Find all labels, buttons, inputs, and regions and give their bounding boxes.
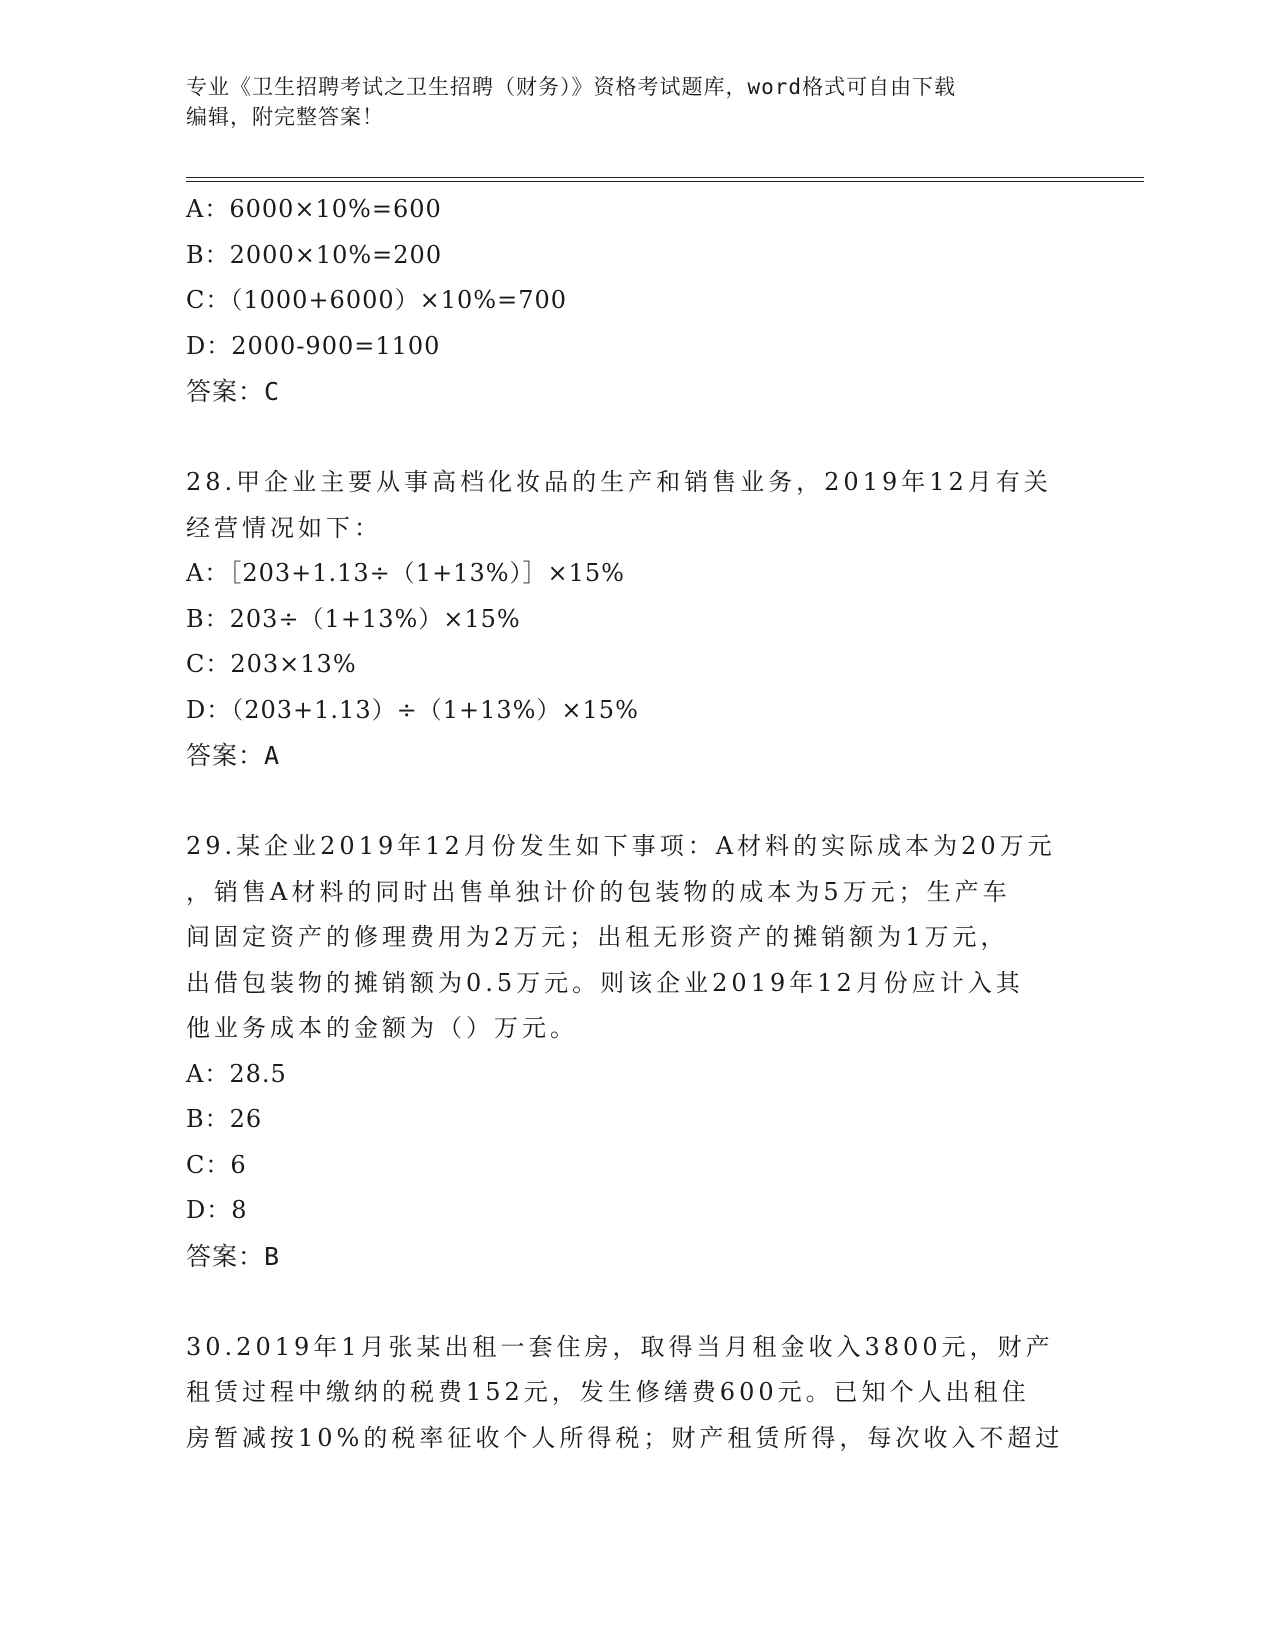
question-gap [186, 415, 1086, 461]
option-a: A：［203+1.13÷（1+13%）］×15% [186, 559, 625, 587]
question-stem-line: 28.甲企业主要从事高档化妆品的生产和销售业务，2019年12月有关 [186, 468, 1052, 496]
option-b: B：2000×10%=200 [186, 240, 443, 269]
header-line-1: 专业《卫生招聘考试之卫生招聘（财务）》资格考试题库，word格式可自由下载 [186, 75, 957, 99]
option-a: A：28.5 [186, 1059, 287, 1088]
option-c: C：203×13% [186, 650, 357, 678]
answer: 答案：A [186, 741, 281, 770]
question-stem-line: 30.2019年1月张某出租一套住房，取得当月租金收入3800元，财产 [186, 1332, 1054, 1361]
document-header [186, 72, 1066, 132]
option-d: D：（203+1.13）÷（1+13%）×15% [186, 695, 639, 724]
document-body [186, 187, 1086, 1461]
header-line-2: 编辑，附完整答案！ [186, 105, 384, 129]
question-stem-line: 租赁过程中缴纳的税费152元，发生修缮费600元。已知个人出租住 [186, 1378, 1030, 1406]
option-b: B：26 [186, 1105, 263, 1133]
option-b: B：203÷（1+13%）×15% [186, 604, 521, 633]
option-d: D：8 [186, 1196, 248, 1224]
answer: 答案：C [186, 377, 281, 406]
question-stem-line: 出借包装物的摊销额为0.5万元。则该企业2019年12月份应计入其 [186, 968, 1024, 997]
question-gap [186, 779, 1086, 825]
header-divider-bottom [186, 181, 1144, 182]
question-30 [186, 1325, 1086, 1462]
answer: 答案：B [186, 1241, 281, 1271]
question-stem-line: 29.某企业2019年12月份发生如下事项：A材料的实际成本为20万元 [186, 832, 1056, 860]
question-stem-line: 房暂减按10%的税率征收个人所得税；财产租赁所得，每次收入不超过 [186, 1423, 1064, 1452]
option-c: C：6 [186, 1150, 247, 1179]
question-29 [186, 824, 1086, 1279]
question-stem-line: 他业务成本的金额为（）万元。 [186, 1014, 578, 1042]
question-gap [186, 1279, 1086, 1325]
question-stem-line: 经营情况如下： [186, 513, 382, 542]
question-stem-line: ，销售A材料的同时出售单独计价的包装物的成本为5万元；生产车 [186, 877, 1011, 906]
option-c: C：（1000+6000）×10%=700 [186, 286, 567, 314]
option-a: A：6000×10%=600 [186, 195, 442, 223]
question-stem-line: 间固定资产的修理费用为2万元；出租无形资产的摊销额为1万元， [186, 923, 1009, 951]
header-divider-top [186, 177, 1144, 178]
question-27 [186, 187, 1086, 415]
option-d: D：2000-900=1100 [186, 331, 441, 360]
question-28 [186, 460, 1086, 779]
